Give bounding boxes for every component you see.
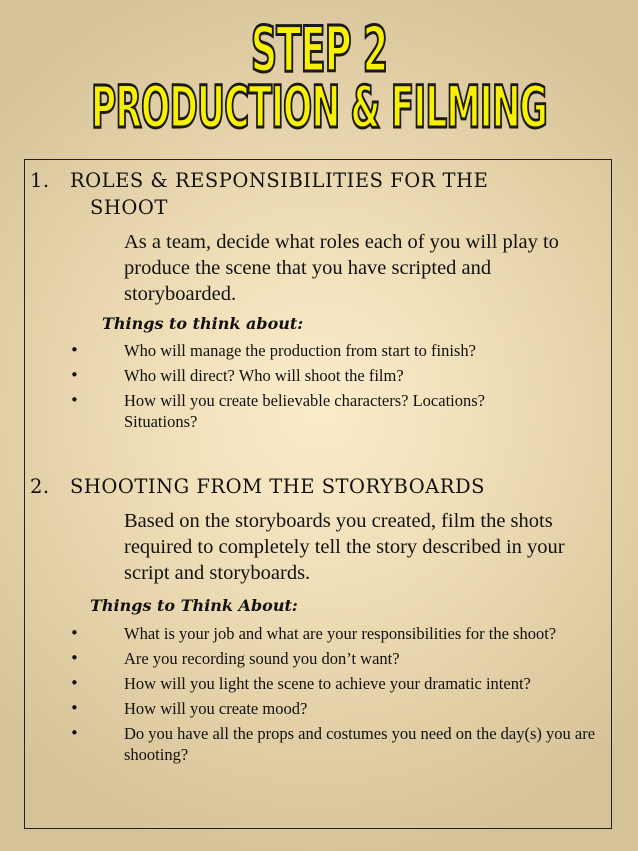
list-item-text: What is your job and what are your responsibilities for the shoot? [124, 624, 557, 643]
list-item [0, 723, 604, 765]
bullet-icon: • [70, 624, 79, 642]
bullet-icon: • [70, 366, 79, 384]
section-2-number: 2. [30, 475, 50, 498]
section-1-heading-line2: SHOOT [90, 196, 168, 219]
list-item-text: Do you have all the props and costumes you need on the day(s) you are shooting? [124, 724, 596, 764]
section-1-bullet-list [0, 340, 638, 432]
title-production-filming: PRODUCTION & FILMING [90, 74, 547, 142]
bullet-icon: • [70, 699, 79, 717]
list-item-text: Who will manage the production from start to finish? [124, 341, 476, 360]
title-step: STEP 2 [250, 15, 388, 87]
section-1-paragraph: As a team, decide what roles each of you will play to produce the scene that you have scripted and storyboarded. [124, 231, 559, 305]
list-item-text: Are you recording sound you don’t want? [124, 649, 400, 668]
list-item [0, 390, 544, 432]
list-item [0, 698, 604, 719]
section-1-heading-line1: ROLES & RESPONSIBILITIES FOR THE [70, 169, 489, 192]
bullet-icon: • [70, 649, 79, 667]
list-item [0, 365, 604, 386]
section-2-bullet-list [0, 623, 638, 765]
bullet-icon: • [70, 674, 79, 692]
list-item [0, 648, 604, 669]
bullet-icon: • [70, 341, 79, 359]
list-item-text: How will you create believable characters? Locations? Situations? [124, 391, 485, 431]
list-item [0, 340, 604, 361]
list-item [0, 623, 604, 644]
bullet-icon: • [70, 724, 79, 742]
list-item-text: How will you light the scene to achieve your dramatic intent? [124, 674, 531, 693]
bullet-icon: • [70, 391, 79, 409]
list-item-text: Who will direct? Who will shoot the film? [124, 366, 404, 385]
section-2-heading-line1: SHOOTING FROM THE STORYBOARDS [70, 475, 485, 498]
list-item-text: How will you create mood? [124, 699, 308, 718]
section-1-think-label: Things to think about: [102, 314, 304, 333]
section-1-number: 1. [30, 169, 50, 192]
section-2-think-label: Things to Think About: [90, 596, 298, 615]
section-2-paragraph: Based on the storyboards you created, film the shots required to completely tell the story described in your script and storyboards. [124, 510, 565, 584]
list-item [0, 673, 604, 694]
